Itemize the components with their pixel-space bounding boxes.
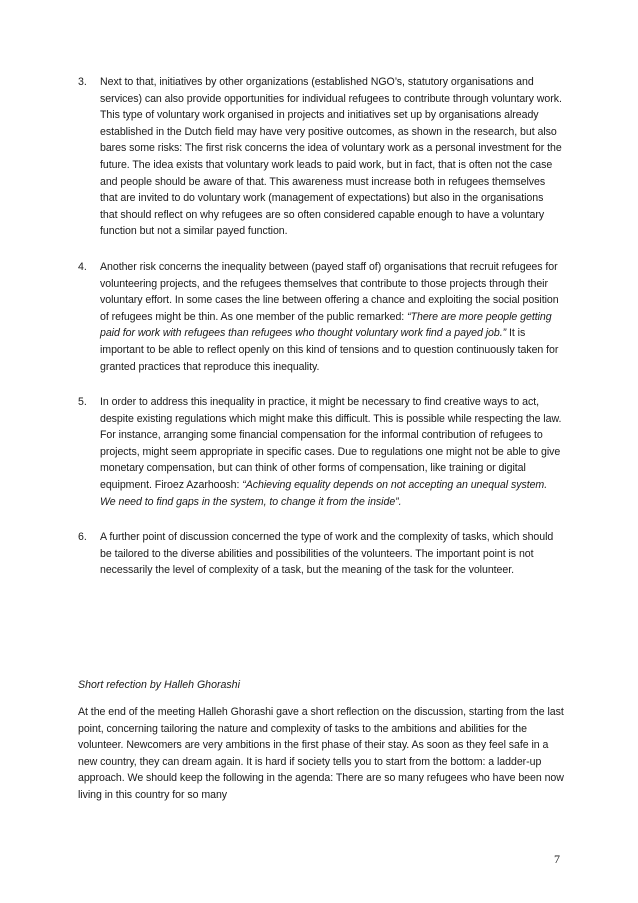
list-item: [78, 74, 564, 240]
numbered-list: [78, 74, 564, 598]
list-item-text: In order to address this inequality in practice, it might be necessary to find creative ways to act, despite existing regulations which might make this difficult. This is possible while respecting the law. For instance, arranging some financial compensation for the informal contribution of refugees to projects, might seem appropriate in specific cases. Due to regulations one might not be able to give monetary compensation, but can think of other forms of compensation, like training or digital equipment. Firoez Azarhoosh: “Achieving equality depends on not accepting an unequal system. We need to find gaps in the system, to change it from the inside”.: [100, 396, 562, 508]
public-quote: “There are more people getting paid for work with refugees than refugees who thought voluntary work find a payed job.”: [100, 310, 552, 340]
list-item-number: 3.: [78, 76, 87, 88]
list-item-number: 6.: [78, 531, 87, 544]
list-item-number: 5.: [78, 396, 87, 409]
list-item: [78, 529, 564, 579]
list-item: [78, 259, 564, 375]
section-title: Short refection by Halleh Ghorashi: [78, 679, 240, 691]
list-item-text: Next to that, initiatives by other organizations (established NGO’s, statutory organisations and services) can also provide opportunities for individual refugees to contribute through voluntary work. This type of voluntary work organised in projects and initiatives set up by organisations already established in the Dutch field may have very positive outcomes, as shown in the research, but also bares some risks: The first risk concerns the idea of voluntary work as a personal investment for the future. The idea exists that voluntary work leads to paid work, but in fact, that is often not the case and people should be aware of that. This awareness must increase both in refugees themselves that are invited to do voluntary work (management of expectations) but also in the organisations that should reflect on why refugees are so often considered capable enough to have a voluntary function but not a similar payed function.: [100, 76, 562, 238]
list-item-text: A further point of discussion concerned the type of work and the complexity of tasks, which should be tailored to the diverse abilities and possibilities of the volunteers. The important point is not necessarily the level of complexity of a task, but the meaning of the task for the volunteer.: [100, 531, 554, 577]
body-paragraph: At the end of the meeting Halleh Ghorashi gave a short reflection on the discussion, starting from the last point, concerning tailoring the nature and complexity of tasks to the ambitions and abilities for the volunteer. Newcomers are very ambitions in the first phase of their stay. As soon as they feel safe in a new country, they can dream again. It is hard if society tells you to start from the bottom: a ladder-up approach. We should keep the following in the agenda: There are so many refugees who have been now living in this country for so many: [78, 706, 564, 801]
azarhoosh-quote: “Achieving equality depends on not accepting an unequal system. We need to find gaps in the system, to change it from the inside”.: [100, 479, 548, 508]
list-item-text: Another risk concerns the inequality between (payed staff of) organisations that recruit refugees for volunteering projects, and the refugees themselves that contribute to those projects through their voluntary effort. In some cases the line between offering a chance and exploiting the social position of refugees might be thin. As one member of the public remarked: “There are more people getting paid for work with refugees than refugees who thought voluntary work find a payed job.” It is important to be able to reflect openly on this kind of tensions and to question continuously taken for granted practices that reproduce this inequality.: [100, 260, 559, 373]
page-number: 7: [554, 852, 560, 866]
list-item-number: 4.: [78, 260, 87, 273]
list-item: [78, 394, 564, 510]
